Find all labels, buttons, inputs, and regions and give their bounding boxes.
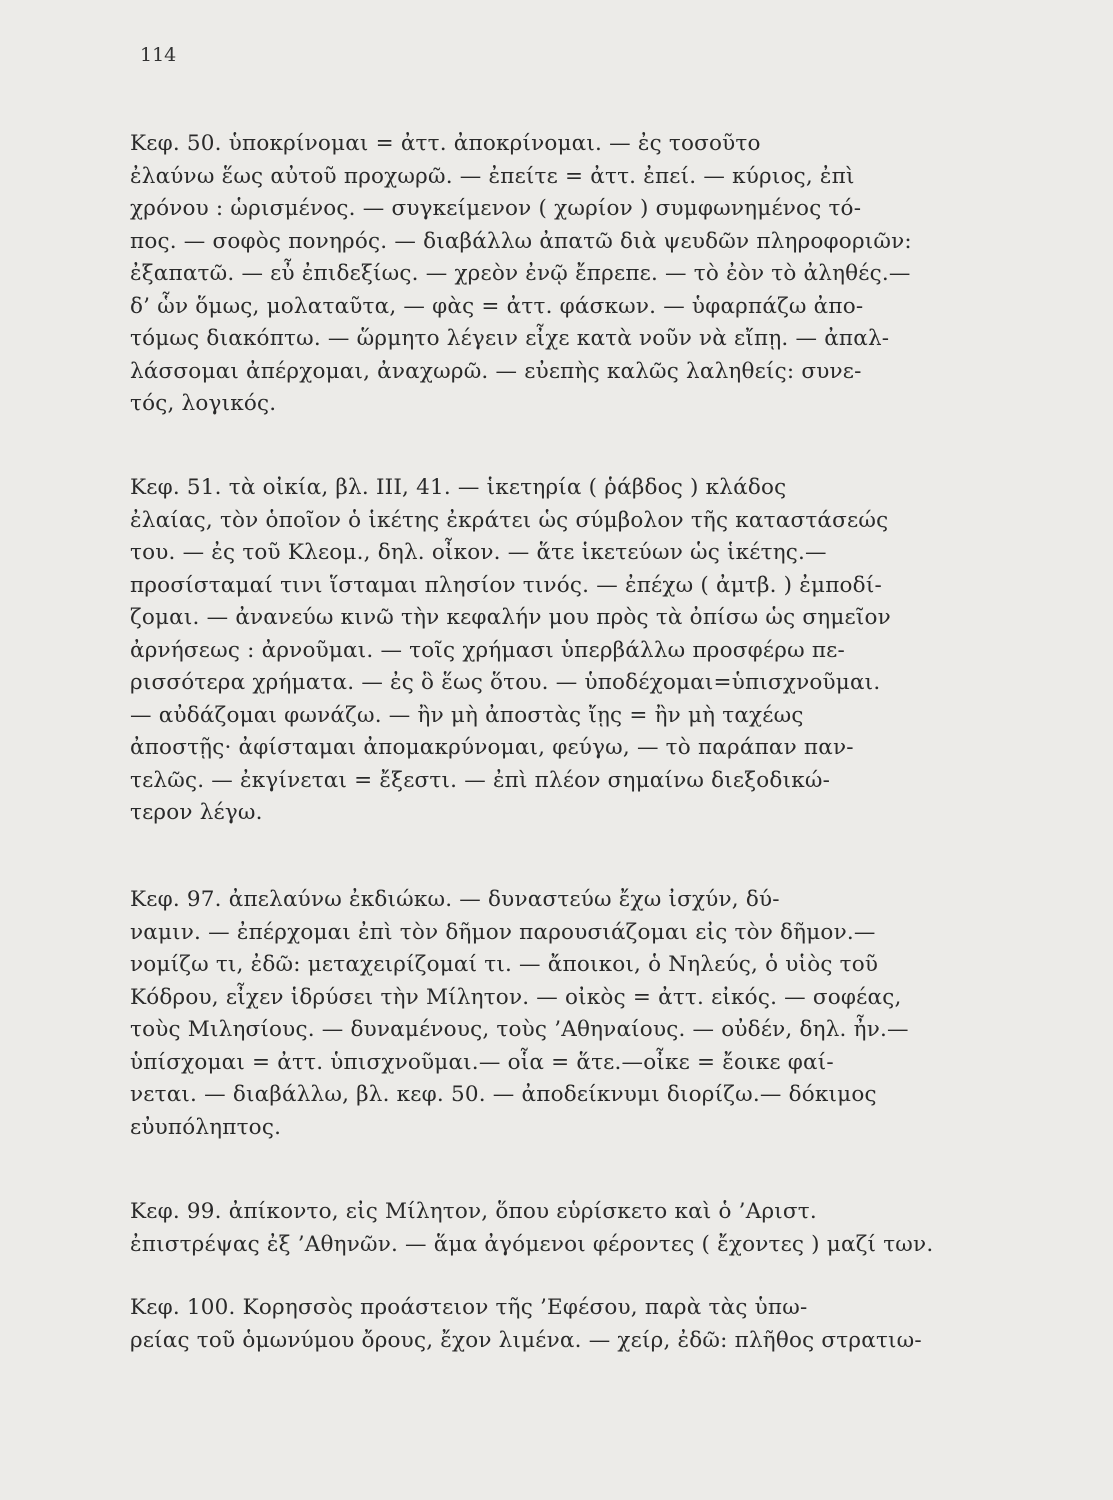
text-line: λάσσομαι ἀπέρχομαι, ἀναχωρῶ. — εὐεπὴς καλῶς λαληθείς: συνε- <box>130 358 862 384</box>
text-line: Κεφ. 51. τὰ οἰκία, βλ. III, 41. — ἱκετηρία ( ῥάβδος ) κλάδος <box>130 475 787 500</box>
text-line: τός, λογικός. <box>130 391 277 416</box>
page-number: 114 <box>140 44 177 66</box>
text-line: ρισσότερα χρήματα. — ἐς ὃ ἕως ὅτου. — ὑποδέχομαι=ὑπισχνοῦμαι. <box>130 670 881 695</box>
text-line: τόμως διακόπτω. — ὥρμητο λέγειν εἶχε κατὰ νοῦν νὰ εἴπῃ. — ἀπαλ- <box>130 326 890 351</box>
text-line: — αὐδάζομαι φωνάζω. — ἢν μὴ ἀποστὰς ἴῃς = ἢν μὴ ταχέως <box>130 702 804 728</box>
text-line: του. — ἐς τοῦ Κλεομ., δηλ. οἶκον. — ἅτε ἱκετεύων ὡς ἱκέτης.— <box>130 540 827 565</box>
chapter-99-notes <box>130 1196 990 1261</box>
chapter-97-notes <box>130 884 990 1144</box>
text-line: Κόδρου, εἶχεν ἱδρύσει τὴν Μίλητον. — οἰκὸς = ἀττ. εἰκός. — σοφέας, <box>130 984 902 1010</box>
text-line: ναμιν. — ἐπέρχομαι ἐπὶ τὸν δῆμον παρουσιάζομαι εἰς τὸν δῆμον.— <box>130 919 876 945</box>
chapter-51-notes <box>130 472 990 830</box>
text-line: τελῶς. — ἐκγίνεται = ἔξεστι. — ἐπὶ πλέον σημαίνω διεξοδικώ- <box>130 767 831 793</box>
text-line: ἐλαίας, τὸν ὁποῖον ὁ ἱκέτης ἐκράτει ὡς σύμβολον τῆς καταστάσεώς <box>130 507 889 533</box>
text-line: νομίζω τι, ἐδῶ: μεταχειρίζομαί τι. — ἄποικοι, ὁ Νηλεύς, ὁ υἱὸς τοῦ <box>130 952 879 977</box>
text-line: τοὺς Μιλησίους. — δυναμένους, τοὺς ’Αθηναίους. — οὐδέν, δηλ. ἦν.— <box>130 1017 909 1042</box>
text-line: ρείας τοῦ ὁμωνύμου ὄρους, ἔχον λιμένα. — χείρ, ἐδῶ: πλῆθος στρατιω- <box>130 1327 922 1353</box>
text-line: προσίσταμαί τινι ἵσταμαι πλησίον τινός. — ἐπέχω ( ἀμτβ. ) ἐμποδί- <box>130 572 882 598</box>
text-line: ζομαι. — ἀνανεύω κινῶ τὴν κεφαλήν μου πρὸς τὰ ὀπίσω ὡς σημεῖον <box>130 605 891 630</box>
text-line: δ’ ὧν ὅμως, μολαταῦτα, — φὰς = ἀττ. φάσκων. — ὑφαρπάζω ἀπο- <box>130 293 864 319</box>
chapter-50-notes <box>130 128 990 421</box>
text-line: Κεφ. 99. ἀπίκοντο, εἰς Μίλητον, ὅπου εὑρίσκετο καὶ ὁ ’Αριστ. <box>130 1199 817 1224</box>
chapter-100-notes <box>130 1292 990 1357</box>
text-line: ἐπιστρέψας ἐξ ’Αθηνῶν. — ἅμα ἀγόμενοι φέροντες ( ἔχοντες ) μαζί των. <box>130 1231 934 1257</box>
text-line: ἀρνήσεως : ἀρνοῦμαι. — τοῖς χρήμασι ὑπερβάλλω προσφέρω πε- <box>130 637 845 663</box>
text-line: Κεφ. 97. ἀπελαύνω ἐκδιώκω. — δυναστεύω ἔχω ἰσχύν, δύ- <box>130 887 780 912</box>
text-line: νεται. — διαβάλλω, βλ. κεφ. 50. — ἀποδείκνυμι διορίζω.— δόκιμος <box>130 1082 877 1107</box>
text-line: ἀποστῇς· ἀφίσταμαι ἀπομακρύνομαι, φεύγω, — τὸ παράπαν παν- <box>130 735 854 760</box>
text-line: τερον λέγω. <box>130 800 263 825</box>
text-line: Κεφ. 50. ὑποκρίνομαι = ἀττ. ἀποκρίνομαι. — ἐς τοσοῦτο <box>130 131 761 156</box>
text-line: Κεφ. 100. Κορησσὸς προάστειον τῆς ’Εφέσου, παρὰ τὰς ὑπω- <box>130 1295 808 1320</box>
text-line: πος. — σοφὸς πονηρός. — διαβάλλω ἀπατῶ διὰ ψευδῶν πληροφοριῶν: <box>130 228 912 254</box>
text-line: χρόνου : ὡρισμένος. — συγκείμενον ( χωρίον ) συμφωνημένος τό- <box>130 196 862 221</box>
text-line: ἐξαπατῶ. — εὖ ἐπιδεξίως. — χρεὸν ἐνῷ ἔπρεπε. — τὸ ἐὸν τὸ ἀληθές.— <box>130 261 911 286</box>
text-line: ἐλαύνω ἕως αὐτοῦ προχωρῶ. — ἐπείτε = ἀττ. ἐπεί. — κύριος, ἐπὶ <box>130 163 855 189</box>
text-line: ὑπίσχομαι = ἀττ. ὑπισχνοῦμαι.— οἷα = ἅτε.—οἶκε = ἔοικε φαί- <box>130 1049 834 1075</box>
text-line: εὐυπόληπτος. <box>130 1114 282 1140</box>
